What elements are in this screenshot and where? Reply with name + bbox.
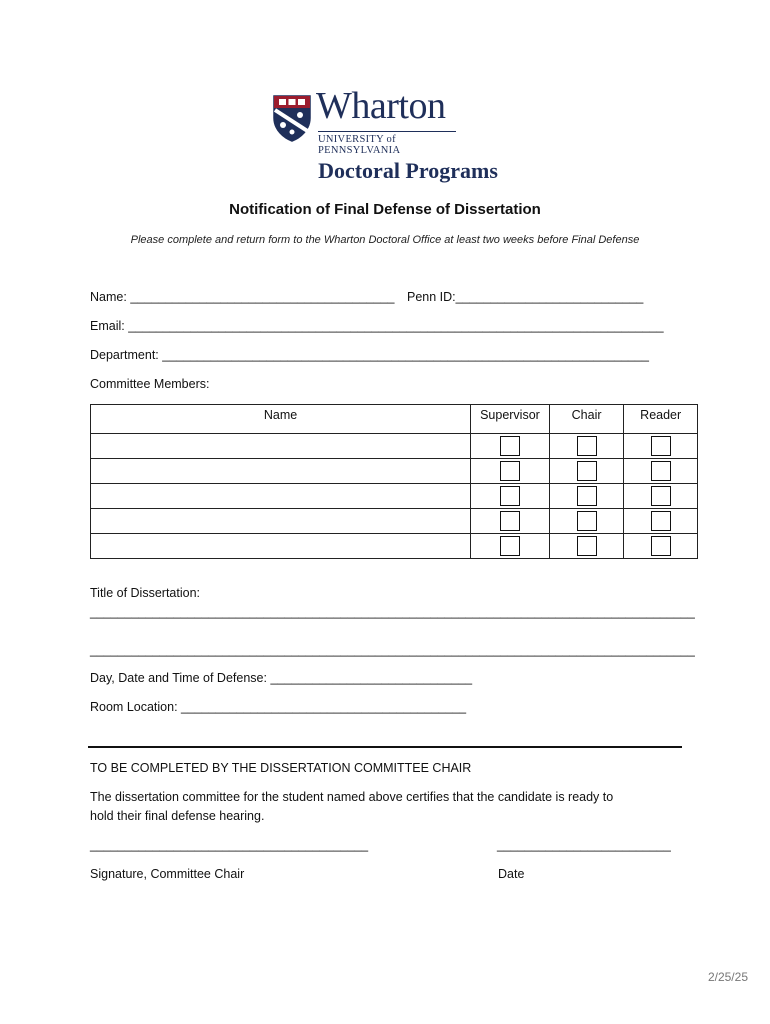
- chair-checkbox[interactable]: [577, 436, 597, 456]
- date-input-line[interactable]: _________________________: [497, 838, 671, 852]
- penn-shield-logo: [272, 94, 312, 142]
- supervisor-checkbox[interactable]: [500, 536, 520, 556]
- revision-date: 2/25/25: [707, 970, 748, 984]
- email-input-line[interactable]: _____________________________________________________________________________: [128, 319, 664, 333]
- table-row: [91, 509, 698, 534]
- chair-section-heading: TO BE COMPLETED BY THE DISSERTATION COMMITTEE CHAIR: [90, 761, 472, 775]
- reader-checkbox[interactable]: [651, 436, 671, 456]
- reader-checkbox[interactable]: [651, 536, 671, 556]
- dissertation-title-label: Title of Dissertation:: [90, 586, 200, 600]
- supervisor-checkbox[interactable]: [500, 461, 520, 481]
- name-label: Name:: [90, 290, 127, 304]
- member-name-cell[interactable]: [91, 534, 471, 559]
- room-location-input-line[interactable]: _________________________________________: [181, 700, 467, 714]
- penn-id-field[interactable]: [407, 290, 643, 304]
- penn-id-input-line[interactable]: ___________________________: [455, 290, 644, 304]
- committee-table: [90, 404, 698, 559]
- defense-datetime-field[interactable]: [90, 671, 472, 685]
- defense-datetime-label: Day, Date and Time of Defense:: [90, 671, 267, 685]
- university-name: UNIVERSITY of PENNSYLVANIA: [318, 131, 456, 156]
- dissertation-title-line-2[interactable]: _______________________________________________________________________________________: [90, 643, 695, 657]
- email-field[interactable]: [90, 319, 664, 333]
- committee-table-header: [91, 405, 698, 434]
- defense-datetime-input-line[interactable]: _____________________________: [270, 671, 473, 685]
- column-header-chair: Chair: [549, 405, 624, 434]
- room-location-label: Room Location:: [90, 700, 178, 714]
- department-field[interactable]: [90, 348, 649, 362]
- name-field[interactable]: [90, 290, 395, 304]
- table-row: [91, 534, 698, 559]
- signature-input-line[interactable]: ________________________________________: [90, 838, 369, 852]
- department-input-line[interactable]: ______________________________________________________________________: [162, 348, 649, 362]
- dissertation-title-line-1[interactable]: _______________________________________________________________________________________: [90, 605, 695, 619]
- section-divider: [88, 746, 682, 748]
- chair-checkbox[interactable]: [577, 461, 597, 481]
- supervisor-checkbox[interactable]: [500, 486, 520, 506]
- column-header-name: Name: [91, 405, 471, 434]
- column-header-supervisor: Supervisor: [471, 405, 550, 434]
- reader-checkbox[interactable]: [651, 461, 671, 481]
- member-name-cell[interactable]: [91, 459, 471, 484]
- table-row: [91, 434, 698, 459]
- form-title: Notification of Final Defense of Dissertation: [229, 201, 541, 218]
- program-title: Doctoral Programs: [318, 158, 498, 183]
- member-name-cell[interactable]: [91, 434, 471, 459]
- table-row: [91, 459, 698, 484]
- chair-checkbox[interactable]: [577, 486, 597, 506]
- table-row: [91, 484, 698, 509]
- chair-checkbox[interactable]: [577, 511, 597, 531]
- email-label: Email:: [90, 319, 125, 333]
- supervisor-checkbox[interactable]: [500, 436, 520, 456]
- signature-label: Signature, Committee Chair: [90, 867, 245, 881]
- penn-id-label: Penn ID:: [407, 290, 456, 304]
- form-instructions: Please complete and return form to the Wharton Doctoral Office at least two weeks before Final Defense: [130, 234, 640, 246]
- reader-checkbox[interactable]: [651, 511, 671, 531]
- member-name-cell[interactable]: [91, 484, 471, 509]
- certification-text-line-1: The dissertation committee for the student named above certifies that the candidate is ready to: [90, 790, 614, 804]
- member-name-cell[interactable]: [91, 509, 471, 534]
- supervisor-checkbox[interactable]: [500, 511, 520, 531]
- department-label: Department:: [90, 348, 159, 362]
- name-input-line[interactable]: ______________________________________: [130, 290, 395, 304]
- reader-checkbox[interactable]: [651, 486, 671, 506]
- column-header-reader: Reader: [624, 405, 698, 434]
- certification-text-line-2: hold their final defense hearing.: [90, 809, 265, 823]
- date-label: Date: [498, 867, 525, 881]
- committee-members-label: Committee Members:: [90, 377, 210, 391]
- wharton-wordmark: Wharton: [316, 85, 446, 127]
- room-location-field[interactable]: [90, 700, 466, 714]
- chair-checkbox[interactable]: [577, 536, 597, 556]
